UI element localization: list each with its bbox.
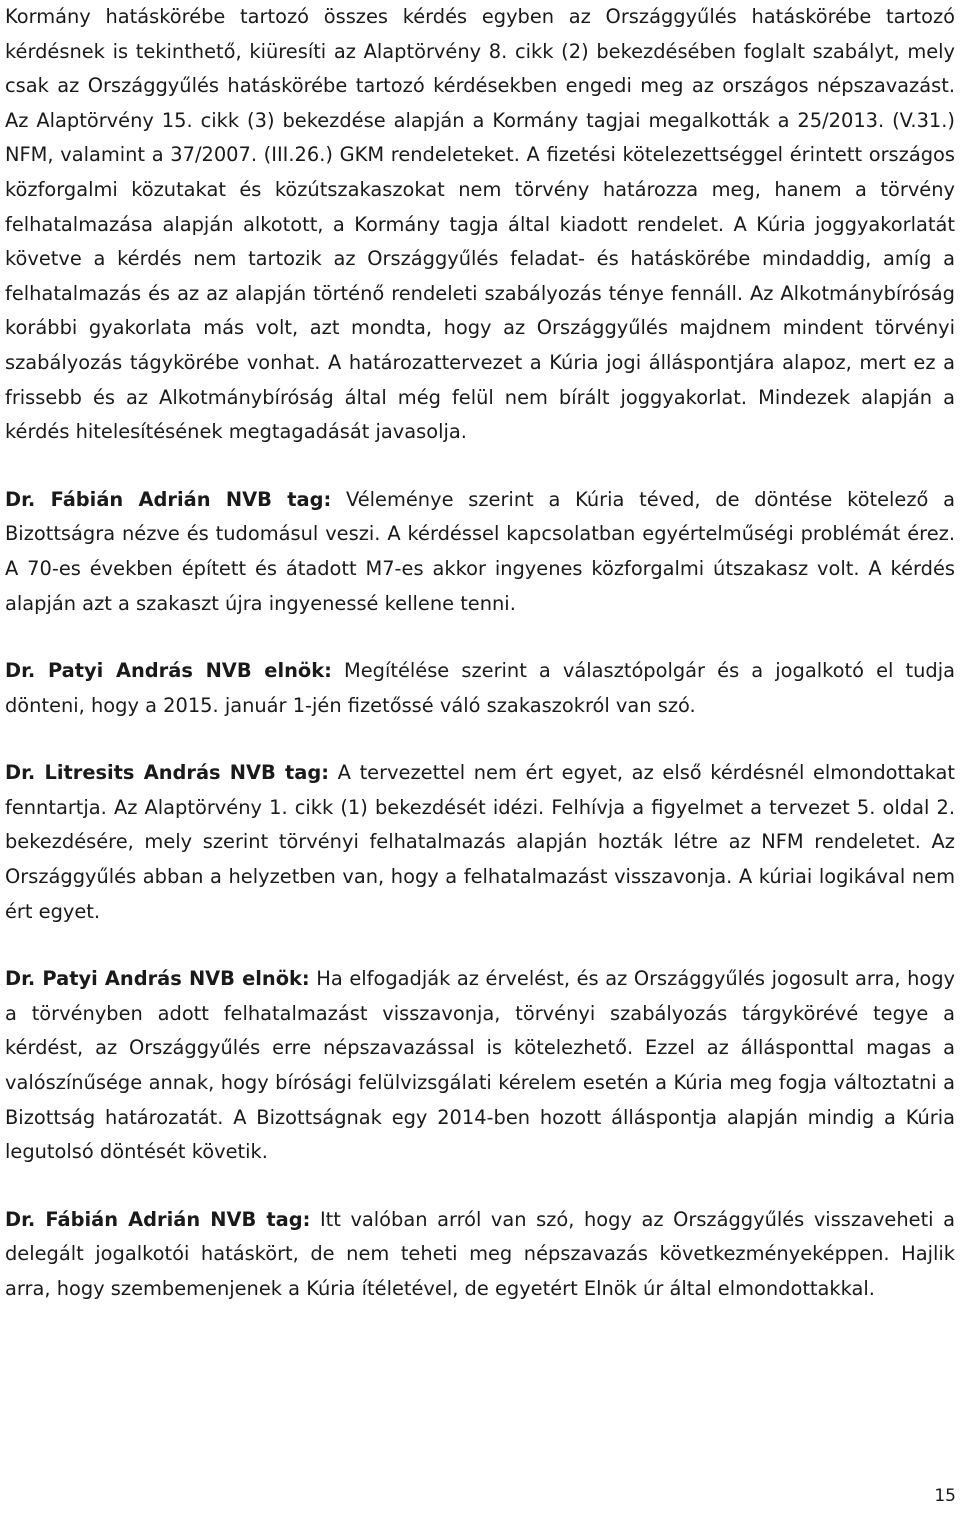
statement-text: Véleménye szerint a Kúria téved, de döntése kötelező a Bizottságra nézve és tudomásul veszi. A kérdéssel kapcsolatban egyértelműségi problémát érez. A 70-es években épített és átadott M7-es akkor ingyenes közforgalmi útszakasz volt. A kérdés alapján azt a szakaszt újra ingyenessé kellene tenni. <box>5 487 955 615</box>
statement-fabian-2 <box>5 1203 955 1307</box>
speaker-label: Dr. Patyi András NVB elnök: <box>5 967 310 991</box>
statement-text: A tervezettel nem ért egyet, az első kérdésnél elmondottakat fenntartja. Az Alaptörvény 1. cikk (1) bekezdését idézi. Felhívja a figyelmet a tervezet 5. oldal 2. bekezdésére, mely szerint törvényi felhatalmazás alapján hozták létre az NFM rendeletet. Az Országgyűlés abban a helyzetben van, hogy a felhatalmazást visszavonja. A kúriai logikával nem ért egyet. <box>5 761 955 923</box>
statement-text: Itt valóban arról van szó, hogy az Országgyűlés visszaveheti a delegált jogalkotói hatáskört, de nem teheti meg népszavazás következményeképpen. Hajlik arra, hogy szembemenjenek a Kúria ítéletével, de egyetért Elnök úr által elmondottakkal. <box>5 1207 955 1300</box>
document-page <box>5 0 955 1307</box>
statement-patyi-1 <box>5 654 955 723</box>
statement-litresits <box>5 756 955 929</box>
speaker-label: Dr. Fábián Adrián NVB tag: <box>5 487 332 511</box>
statement-fabian-1 <box>5 483 955 621</box>
paragraph-text: Kormány hatáskörébe tartozó összes kérdés egyben az Országgyűlés hatáskörébe tartozó kérdésnek is tekinthető, kiüresíti az Alaptörvény 8. cikk (2) bekezdésében foglalt szabályt, mely csak az Országgyűlés hatáskörébe tartozó kérdésekben engedi meg az országos népszavazást. Az Alaptörvény 15. cikk (3) bekezdése alapján a Kormány tagjai megalkották a 25/2013. (V.31.) NFM, valamint a 37/2007. (III.26.) GKM rendeleteket. A fizetési kötelezettséggel érintett országos közforgalmi közutakat és közútszakaszokat nem törvény határozza meg, hanem a törvény felhatalmazása alapján alkotott, a Kormány tagja által kiadott rendelet. A Kúria joggyakorlatát követve a kérdés nem tartozik az Országgyűlés feladat- és hatáskörébe mindaddig, amíg a felhatalmazás és az az alapján történő rendeleti szabályozás ténye fennáll. Az Alkotmánybíróság korábbi gyakorlata más volt, azt mondta, hogy az Országgyűlés majdnem mindent törvényi szabályozás tágykörébe vonhat. A határozattervezet a Kúria jogi álláspontjára alapoz, mert ez a frissebb és az Alkotmánybíróság által még felül nem bírált joggyakorlat. Mindezek alapján a kérdés hitelesítésének megtagadását javasolja. <box>5 5 955 444</box>
page-number: 15 <box>934 1486 956 1506</box>
statement-patyi-2 <box>5 962 955 1170</box>
speaker-label: Dr. Patyi András NVB elnök: <box>5 659 332 683</box>
statement-text: Ha elfogadják az érvelést, és az Országgyűlés jogosult arra, hogy a törvényben adott felhatalmazást visszavonja, törvényi szabályozás tárgykörévé tegye a kérdést, az Országgyűlés erre népszavazással is kötelezhető. Ezzel az állásponttal magas a valószínűsége annak, hogy bírósági felülvizsgálati kérelem esetén a Kúria meg fogja változtatni a Bizottság határozatát. A Bizottságnak egy 2014-ben hozott álláspontja alapján mindig a Kúria legutolsó döntését követik. <box>5 967 956 1164</box>
speaker-label: Dr. Fábián Adrián NVB tag: <box>5 1207 311 1231</box>
intro-paragraph <box>5 0 955 450</box>
speaker-label: Dr. Litresits András NVB tag: <box>5 761 330 785</box>
statement-text: Megítélése szerint a választópolgár és a jogalkotó el tudja dönteni, hogy a 2015. január 1-jén fizetőssé váló szakaszokról van szó. <box>5 659 956 717</box>
